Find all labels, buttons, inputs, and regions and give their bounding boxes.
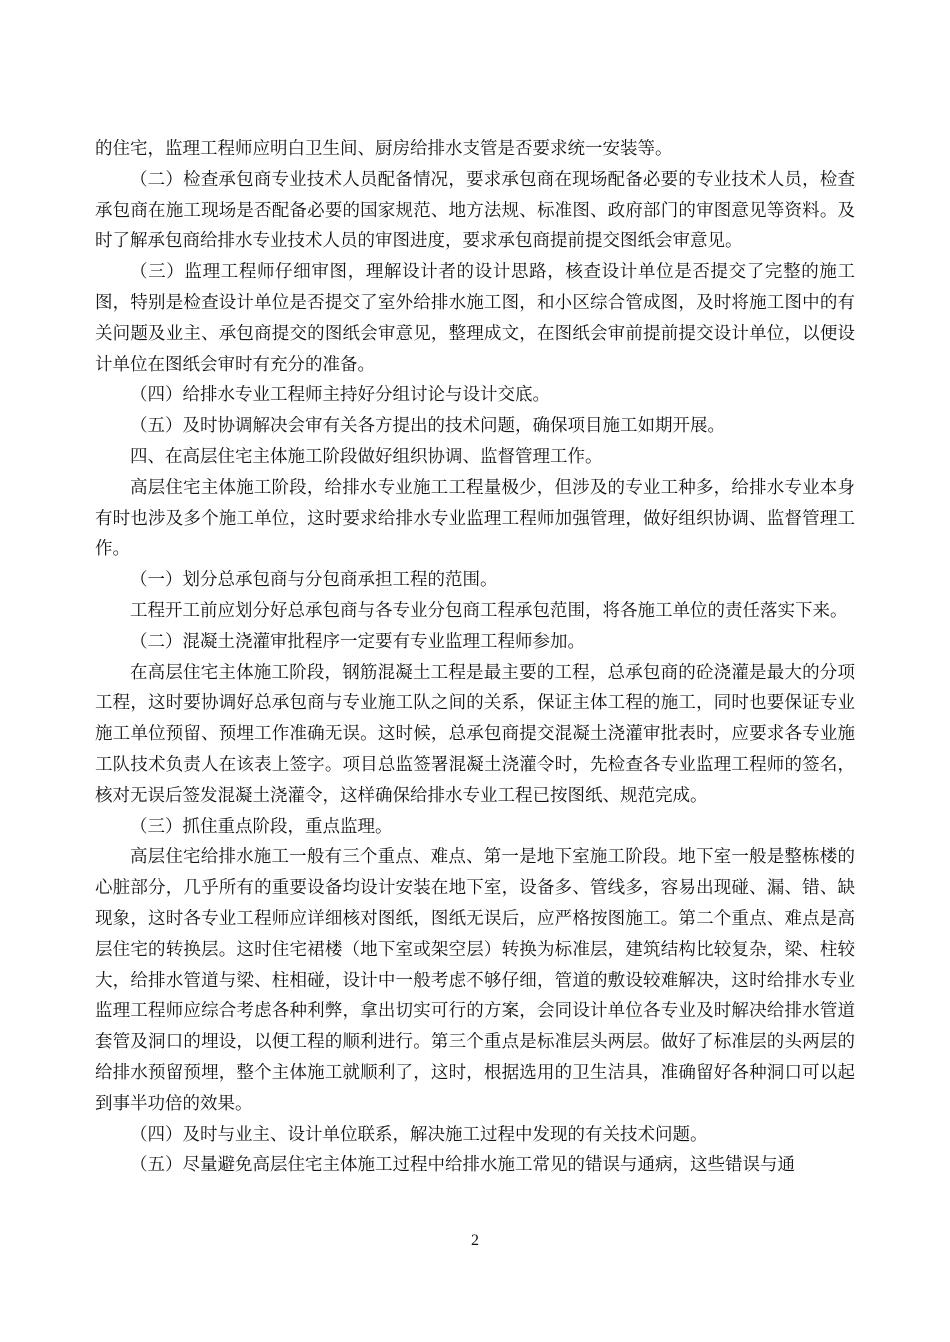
paragraph-item-2-concrete: （二）混凝土浇灌审批程序一定要有专业监理工程师参加。 — [130, 631, 585, 652]
paragraph-item-3-drawing-review: （三）监理工程师仔细审图，理解设计者的设计思路，核查设计单位是否提交了完整的施工图，特别是检查设计单位是否提交了室外给排水施工图，和小区综合管成图，及时将施工图中的有关问题及业主、承包商提交的图纸会审意见，整理成文，在图纸会审前提前提交设计单位，以便设计单位在图纸会审时有充分的准备。 — [95, 262, 855, 375]
body-text — [95, 134, 855, 1181]
paragraph-continuation: 的住宅，监理工程师应明白卫生间、厨房给排水支管是否要求统一安装等。 — [95, 139, 673, 159]
paragraph-scope-detail: 工程开工前应划分好总承包商与各专业分包商工程承包范围，将各施工单位的责任落实下来。 — [130, 600, 848, 621]
paragraph-key-stages-detail: 高层住宅给排水施工一般有三个重点、难点、第一是地下室施工阶段。地下室一般是整栋楼的心脏部分，几乎所有的重要设备均设计安装在地下室，设备多、管线多，容易出现碰、漏、错、缺现象，这时各专业工程师应详细核对图纸，图纸无误后，应严格按图施工。第二个重点、难点是高层住宅的转换层。这时住宅裙楼（地下室或架空层）转换为标准层，建筑结构比较复杂，梁、柱较大，给排水管道与梁、柱相碰，设计中一般考虑不够仔细，管道的敷设较难解决，这时给排水专业监理工程师应综合考虑各种利弊，拿出切实可行的方案，会同设计单位各专业及时解决给排水管道套管及洞口的埋设，以便工程的顺利进行。第三个重点是标准层头两层。做好了标准层的头两层的给排水预留预埋，整个主体施工就顺利了，这时，根据选用的卫生洁具，准确留好各种洞口可以起到事半功倍的效果。 — [95, 847, 855, 1114]
paragraph-item-5-coordination: （五）及时协调解决会审有关各方提出的技术问题，确保项目施工如期开展。 — [130, 416, 725, 437]
paragraph-main-construction-stage: 高层住宅主体施工阶段，给排水专业施工工程量极少，但涉及的专业工种多，给排水专业本身有时也涉及多个施工单位，这时要求给排水专业监理工程师加强管理，做好组织协调、监督管理工作。 — [95, 477, 855, 560]
paragraph-item-4-discussion: （四）给排水专业工程师主持好分组讨论与设计交底。 — [130, 385, 550, 406]
paragraph-item-1-scope: （一）划分总承包商与分包商承担工程的范围。 — [130, 570, 498, 591]
paragraph-item-3-key-stages: （三）抓住重点阶段，重点监理。 — [130, 816, 393, 837]
section-heading-4: 四、在高层住宅主体施工阶段做好组织协调、监督管理工作。 — [130, 446, 603, 467]
paragraph-item-5-avoid-errors: （五）尽量避免高层住宅主体施工过程中给排水施工常见的错误与通病，这些错误与通 — [130, 1155, 795, 1176]
paragraph-item-4-contact: （四）及时与业主、设计单位联系，解决施工过程中发现的有关技术问题。 — [130, 1124, 708, 1145]
page-number: 2 — [471, 1232, 479, 1249]
paragraph-item-2-staffing: （二）检查承包商专业技术人员配备情况，要求承包商在现场配备必要的专业技术人员，检查承包商在施工现场是否配备必要的国家规范、地方法规、标准图、政府部门的审图意见等资料。及时了解承包商给排水专业技术人员的审图进度，要求承包商提前提交图纸会审意见。 — [95, 169, 855, 252]
paragraph-concrete-detail: 在高层住宅主体施工阶段，钢筋混凝土工程是最主要的工程，总承包商的砼浇灌是最大的分项工程，这时要协调好总承包商与专业施工队之间的关系，保证主体工程的施工，同时也要保证专业施工单位预留、预埋工作准确无误。这时候，总承包商提交混凝土浇灌审批表时，应要求各专业施工队技术负责人在该表上签字。项目总监签署混凝土浇灌令时，先检查各专业监理工程师的签名，核对无误后签发混凝土浇灌令，这样确保给排水专业工程已按图纸、规范完成。 — [95, 662, 855, 806]
